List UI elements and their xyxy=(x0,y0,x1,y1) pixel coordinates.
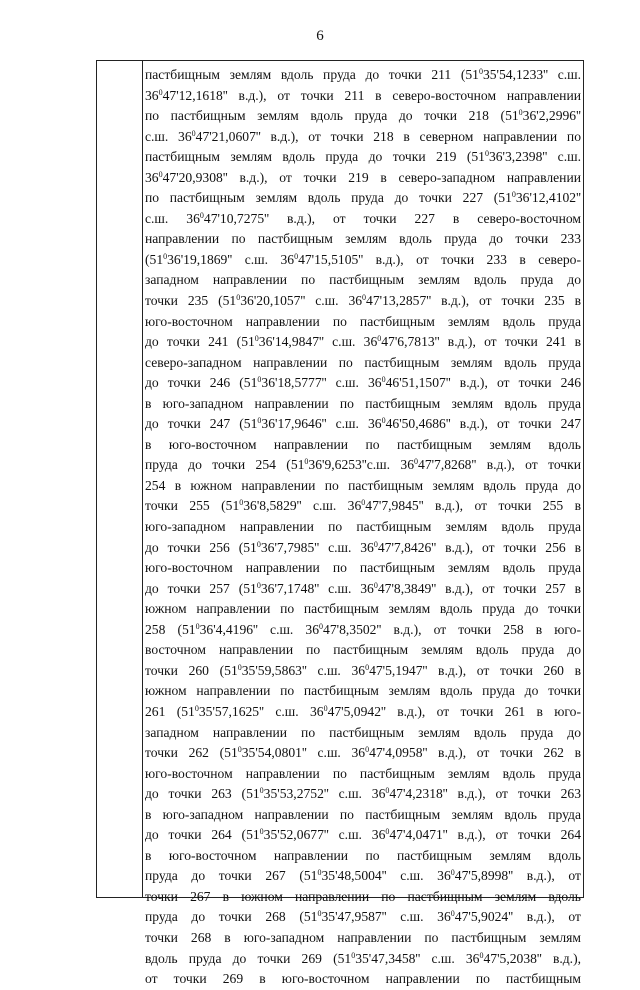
body-line: 258 ($51^036'4,4196''$ с.ш. $36^047'8,3502''$ в.д.), от точки 258 в юго- xyxy=(145,621,581,637)
page-number: 6 xyxy=(316,28,324,44)
body-line: западном направлении по пастбищным землям вдоль пруда до xyxy=(145,724,581,740)
body-line: $36^047'20,9308''$ в.д.), от точки 219 в северо-западном направлении xyxy=(145,169,581,185)
body-line: до точки 256 ($51^036'7,7985''$ с.ш. $36^047'7,8426''$ в.д.), от точки 256 в xyxy=(145,539,581,555)
body-line: до точки 247 ($51^036'17,9646''$ с.ш. $36^046'50,4686''$ в.д.), от точки 247 xyxy=(145,416,581,432)
body-line: ($51^036'19,1869''$ с.ш. $36^047'15,5105''$ в.д.), от точки 233 в северо- xyxy=(145,251,581,267)
body-line: от точки 269 в юго-восточном направлении по пастбищным xyxy=(145,971,581,987)
body-line: вдоль пруда до точки 269 ($51^035'47,3458''$ с.ш. $36^047'5,2038''$ в.д.), xyxy=(145,950,581,966)
body-line: пруда до точки 268 ($51^035'47,9587''$ с.ш. $36^047'5,9024''$ в.д.), от xyxy=(145,909,581,925)
table-text-column xyxy=(145,65,581,990)
body-line: южном направлении по пастбищным землям вдоль пруда до точки xyxy=(145,683,581,699)
body-line: до точки 263 ($51^035'53,2752''$ с.ш. $36^047'4,2318''$ в.д.), от точки 263 xyxy=(145,786,581,802)
body-line: восточном направлении по пастбищным землям вдоль пруда до xyxy=(145,642,581,658)
body-line: северо-западном направлении по пастбищным землям вдоль пруда xyxy=(145,354,581,370)
body-line: юго-восточном направлении по пастбищным землям вдоль пруда xyxy=(145,313,581,329)
body-line: с.ш. $36^047'21,0607''$ в.д.), от точки 218 в северном направлении по xyxy=(145,128,581,144)
body-line: пруда до точки 254 ($51^036'9,6253''с.ш$. $36^047'7,8268''$ в.д.), от точки xyxy=(145,457,581,473)
body-line: с.ш. $36^047'10,7275''$ в.д.), от точки 227 в северо-восточном xyxy=(145,210,581,226)
body-line: по пастбищным землям вдоль пруда до точки 227 ($51^036'12,4102''$ xyxy=(145,190,581,206)
body-line: в юго-восточном направлении по пастбищным землям вдоль xyxy=(145,436,581,452)
body-line: $36^047'12,1618''$ в.д.), от точки 211 в северо-восточном направлении xyxy=(145,87,581,103)
body-line: юго-восточном направлении по пастбищным землям вдоль пруда xyxy=(145,560,581,576)
body-line: пастбищным землям вдоль пруда до точки 211 ($51^035'54,1233''$ с.ш. xyxy=(145,67,581,82)
body-line: 261 ($51^035'57,1625''$ с.ш. $36^047'5,0942''$ в.д.), от точки 261 в юго- xyxy=(145,703,581,719)
body-line: до точки 241 ($51^036'14,9847''$ с.ш. $36^047'6,7813''$ в.д.), от точки 241 в xyxy=(145,334,581,350)
body-line: точки 255 ($51^036'8,5829''$ с.ш. $36^047'7,9845''$ в.д.), от точки 255 в xyxy=(145,498,581,514)
body-line: юго-восточном направлении по пастбищным землям вдоль пруда xyxy=(145,765,581,781)
body-line: точки 267 в южном направлении по пастбищным землям вдоль xyxy=(145,888,581,904)
body-line: точки 262 ($51^035'54,0801''$ с.ш. $36^047'4,0958''$ в.д.), от точки 262 в xyxy=(145,745,581,761)
body-line: до точки 264 ($51^035'52,0677''$ с.ш. $36^047'4,0471''$ в.д.), от точки 264 xyxy=(145,827,581,843)
body-line: пастбищным землям вдоль пруда до точки 219 ($51^036'3,2398''$ с.ш. xyxy=(145,149,581,165)
body-line: до точки 246 ($51^036'18,5777''$ с.ш. $36^046'51,1507''$ в.д.), от точки 246 xyxy=(145,375,581,391)
body-line: западном направлении по пастбищным землям вдоль пруда до xyxy=(145,272,581,288)
body-line: точки 235 ($51^036'20,1057''$ с.ш. $36^047'13,2857''$ в.д.), от точки 235 в xyxy=(145,293,581,309)
body-line: южном направлении по пастбищным землям вдоль пруда до точки xyxy=(145,601,581,617)
body-line: в юго-западном направлении по пастбищным землям вдоль пруда xyxy=(145,806,581,822)
body-line: пруда до точки 267 ($51^035'48,5004''$ с.ш. $36^047'5,8998''$ в.д.), от xyxy=(145,868,581,884)
body-line: по пастбищным землям вдоль пруда до точки 218 ($51^036'2,2996''$ xyxy=(145,108,581,124)
body-line: до точки 257 ($51^036'7,1748''$ с.ш. $36^047'8,3849''$ в.д.), от точки 257 в xyxy=(145,580,581,596)
body-line: юго-западном направлении по пастбищным землям вдоль пруда xyxy=(145,519,581,535)
body-line: 254 в южном направлении по пастбищным землям вдоль пруда до xyxy=(145,477,581,493)
table-left-column xyxy=(97,61,143,897)
body-line: направлении по пастбищным землям вдоль пруда до точки 233 xyxy=(145,231,581,247)
body-line: в юго-восточном направлении по пастбищным землям вдоль xyxy=(145,847,581,863)
body-line: в юго-западном направлении по пастбищным землям вдоль пруда xyxy=(145,395,581,411)
document-table xyxy=(96,60,584,987)
body-line: точки 260 ($51^035'59,5863''$ с.ш. $36^047'5,1947''$ в.д.), от точки 260 в xyxy=(145,662,581,678)
body-line: точки 268 в юго-западном направлении по пастбищным землям xyxy=(145,929,581,945)
